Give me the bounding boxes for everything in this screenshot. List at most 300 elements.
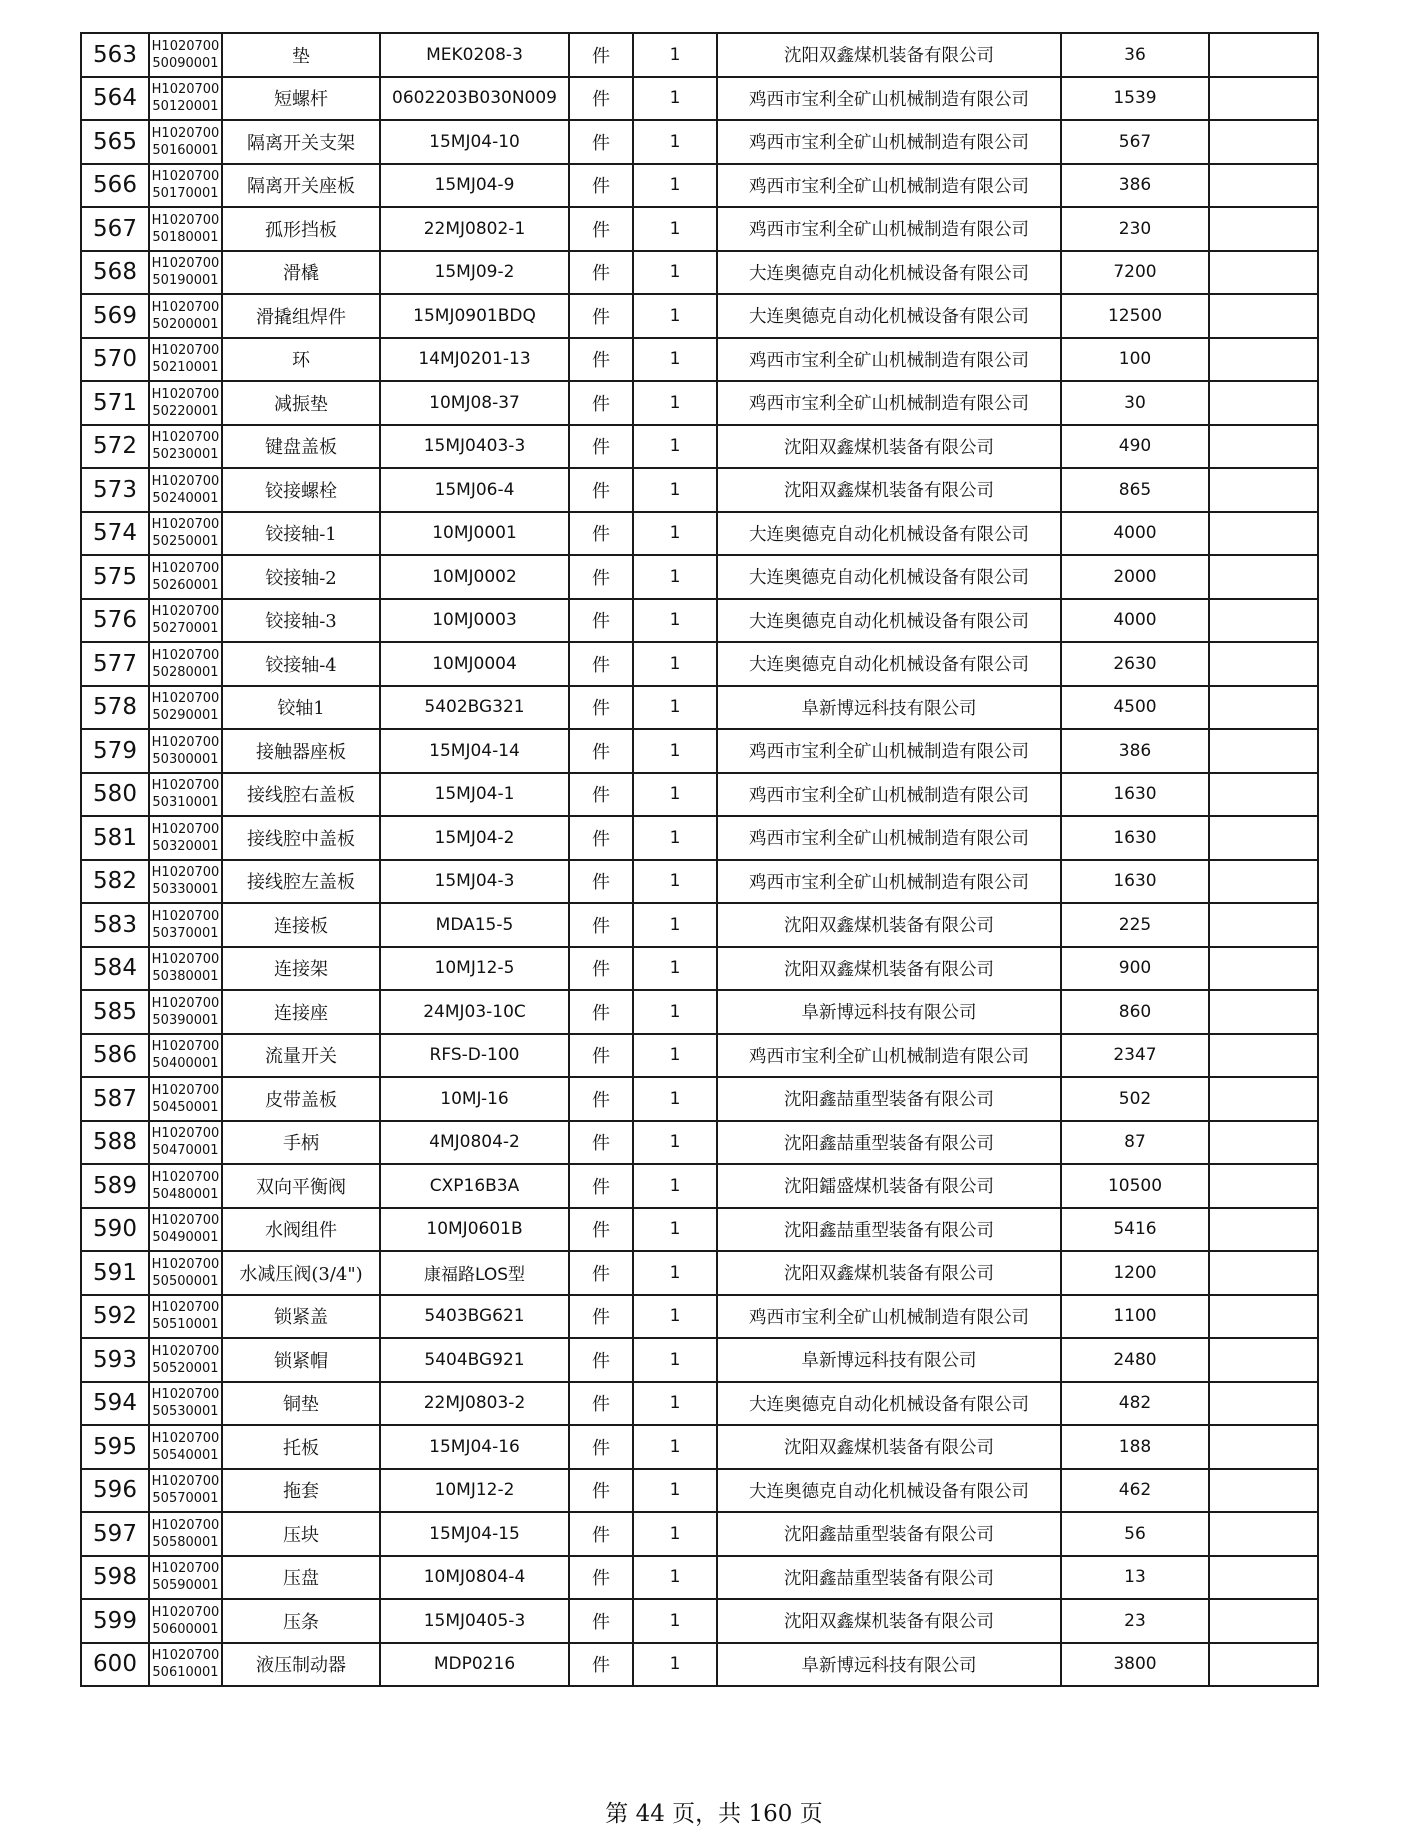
part-model-cell: 15MJ04-10 (380, 120, 569, 164)
part-model-cell: 15MJ04-1 (380, 773, 569, 817)
part-name-cell: 液压制动器 (222, 1643, 380, 1687)
material-code-line2: 50510001 (152, 1317, 219, 1333)
supplier-name-cell: 大连奥德克自动化机械设备有限公司 (717, 1469, 1061, 1513)
table-row (81, 1338, 1318, 1382)
part-name-cell: 垫 (222, 33, 380, 77)
quantity-cell: 1 (633, 294, 717, 338)
row-number-cell: 580 (81, 773, 149, 817)
part-name-cell: 隔离开关支架 (222, 120, 380, 164)
supplier-name-cell: 鸡西市宝利全矿山机械制造有限公司 (717, 773, 1061, 817)
table-row (81, 381, 1318, 425)
remark-cell (1209, 1295, 1318, 1339)
part-model-cell: 15MJ04-2 (380, 816, 569, 860)
supplier-name-cell: 沈阳双鑫煤机装备有限公司 (717, 1251, 1061, 1295)
part-name-cell: 连接板 (222, 903, 380, 947)
material-code-cell (149, 1251, 222, 1295)
part-name-cell: 接触器座板 (222, 729, 380, 773)
supplier-name-cell: 阜新博远科技有限公司 (717, 1338, 1061, 1382)
unit-cell: 件 (569, 1251, 633, 1295)
row-number-cell: 566 (81, 164, 149, 208)
row-number-cell: 565 (81, 120, 149, 164)
material-code-line2: 50500001 (152, 1273, 219, 1289)
unit-price-cell: 567 (1061, 120, 1209, 164)
material-code-line2: 50490001 (152, 1230, 219, 1246)
material-code-line2: 50480001 (152, 1186, 219, 1202)
unit-price-cell: 4500 (1061, 686, 1209, 730)
row-number-cell: 571 (81, 381, 149, 425)
supplier-name-cell: 大连奥德克自动化机械设备有限公司 (717, 251, 1061, 295)
row-number-cell: 598 (81, 1556, 149, 1600)
part-model-cell: MEK0208-3 (380, 33, 569, 77)
supplier-name-cell: 鸡西市宝利全矿山机械制造有限公司 (717, 207, 1061, 251)
part-name-cell: 铰轴1 (222, 686, 380, 730)
part-name-cell: 孤形挡板 (222, 207, 380, 251)
table-row (81, 686, 1318, 730)
remark-cell (1209, 338, 1318, 382)
unit-price-cell: 5416 (1061, 1208, 1209, 1252)
quantity-cell: 1 (633, 77, 717, 121)
remark-cell (1209, 1121, 1318, 1165)
table-row (81, 120, 1318, 164)
part-name-cell: 减振垫 (222, 381, 380, 425)
table-row (81, 990, 1318, 1034)
supplier-name-cell: 鸡西市宝利全矿山机械制造有限公司 (717, 729, 1061, 773)
material-code-line1: H1020700 (151, 430, 220, 446)
quantity-cell: 1 (633, 1599, 717, 1643)
quantity-cell: 1 (633, 599, 717, 643)
row-number-cell: 572 (81, 425, 149, 469)
material-code-line1: H1020700 (151, 212, 220, 228)
material-code-cell (149, 381, 222, 425)
part-model-cell: 15MJ04-14 (380, 729, 569, 773)
material-code-cell (149, 120, 222, 164)
part-name-cell: 接线腔中盖板 (222, 816, 380, 860)
material-code-cell (149, 773, 222, 817)
quantity-cell: 1 (633, 1338, 717, 1382)
row-number-cell: 568 (81, 251, 149, 295)
material-code-line1: H1020700 (151, 125, 220, 141)
quantity-cell: 1 (633, 860, 717, 904)
material-code-line1: H1020700 (151, 1387, 220, 1403)
material-code-line2: 50590001 (152, 1578, 219, 1594)
unit-cell: 件 (569, 903, 633, 947)
unit-cell: 件 (569, 1599, 633, 1643)
unit-cell: 件 (569, 1164, 633, 1208)
remark-cell (1209, 77, 1318, 121)
remark-cell (1209, 1425, 1318, 1469)
supplier-name-cell: 沈阳双鑫煤机装备有限公司 (717, 903, 1061, 947)
row-number-cell: 596 (81, 1469, 149, 1513)
material-code-cell (149, 1338, 222, 1382)
quantity-cell: 1 (633, 207, 717, 251)
part-name-cell: 压盘 (222, 1556, 380, 1600)
remark-cell (1209, 729, 1318, 773)
material-code-cell (149, 555, 222, 599)
material-code-cell (149, 512, 222, 556)
material-code-line1: H1020700 (151, 1474, 220, 1490)
unit-price-cell: 56 (1061, 1512, 1209, 1556)
table-row (81, 1251, 1318, 1295)
unit-cell: 件 (569, 599, 633, 643)
unit-price-cell: 1200 (1061, 1251, 1209, 1295)
part-model-cell: 5404BG921 (380, 1338, 569, 1382)
quantity-cell: 1 (633, 1034, 717, 1078)
table-row (81, 1556, 1318, 1600)
remark-cell (1209, 468, 1318, 512)
part-name-cell: 滑橇 (222, 251, 380, 295)
part-name-cell: 铰接轴-1 (222, 512, 380, 556)
supplier-name-cell: 沈阳鑫喆重型装备有限公司 (717, 1556, 1061, 1600)
table-row (81, 77, 1318, 121)
part-name-cell: 流量开关 (222, 1034, 380, 1078)
table-row (81, 338, 1318, 382)
part-model-cell: MDA15-5 (380, 903, 569, 947)
remark-cell (1209, 990, 1318, 1034)
row-number-cell: 588 (81, 1121, 149, 1165)
quantity-cell: 1 (633, 512, 717, 556)
material-code-line1: H1020700 (151, 1169, 220, 1185)
unit-price-cell: 1630 (1061, 860, 1209, 904)
unit-price-cell: 1100 (1061, 1295, 1209, 1339)
material-code-line2: 50270001 (152, 621, 219, 637)
unit-cell: 件 (569, 207, 633, 251)
supplier-name-cell: 沈阳双鑫煤机装备有限公司 (717, 1599, 1061, 1643)
table-row (81, 599, 1318, 643)
unit-cell: 件 (569, 642, 633, 686)
table-row (81, 294, 1318, 338)
unit-cell: 件 (569, 1469, 633, 1513)
material-code-line2: 50600001 (152, 1621, 219, 1637)
table-row (81, 947, 1318, 991)
supplier-name-cell: 鸡西市宝利全矿山机械制造有限公司 (717, 77, 1061, 121)
quantity-cell: 1 (633, 1295, 717, 1339)
unit-price-cell: 4000 (1061, 512, 1209, 556)
material-code-cell (149, 1208, 222, 1252)
material-code-line2: 50170001 (152, 186, 219, 202)
supplier-name-cell: 鸡西市宝利全矿山机械制造有限公司 (717, 338, 1061, 382)
quantity-cell: 1 (633, 947, 717, 991)
row-number-cell: 564 (81, 77, 149, 121)
row-number-cell: 597 (81, 1512, 149, 1556)
remark-cell (1209, 33, 1318, 77)
table-row (81, 1599, 1318, 1643)
supplier-name-cell: 鸡西市宝利全矿山机械制造有限公司 (717, 1034, 1061, 1078)
material-code-line1: H1020700 (151, 1517, 220, 1533)
unit-price-cell: 490 (1061, 425, 1209, 469)
material-code-line2: 50400001 (152, 1056, 219, 1072)
supplier-name-cell: 大连奥德克自动化机械设备有限公司 (717, 555, 1061, 599)
material-code-line1: H1020700 (151, 343, 220, 359)
material-code-cell (149, 207, 222, 251)
table-row (81, 425, 1318, 469)
unit-cell: 件 (569, 1295, 633, 1339)
unit-cell: 件 (569, 816, 633, 860)
unit-cell: 件 (569, 773, 633, 817)
row-number-cell: 587 (81, 1077, 149, 1121)
part-model-cell: 15MJ09-2 (380, 251, 569, 295)
row-number-cell: 579 (81, 729, 149, 773)
table-row (81, 1469, 1318, 1513)
part-model-cell: 康福路LOS型 (380, 1251, 569, 1295)
unit-price-cell: 386 (1061, 164, 1209, 208)
material-code-cell (149, 990, 222, 1034)
part-name-cell: 托板 (222, 1425, 380, 1469)
unit-cell: 件 (569, 425, 633, 469)
material-code-line2: 50280001 (152, 664, 219, 680)
supplier-name-cell: 大连奥德克自动化机械设备有限公司 (717, 512, 1061, 556)
material-code-line2: 50390001 (152, 1012, 219, 1028)
material-code-line1: H1020700 (151, 865, 220, 881)
row-number-cell: 570 (81, 338, 149, 382)
unit-price-cell: 225 (1061, 903, 1209, 947)
unit-price-cell: 1630 (1061, 773, 1209, 817)
table-row (81, 555, 1318, 599)
quantity-cell: 1 (633, 816, 717, 860)
quantity-cell: 1 (633, 729, 717, 773)
unit-price-cell: 230 (1061, 207, 1209, 251)
unit-price-cell: 87 (1061, 1121, 1209, 1165)
unit-cell: 件 (569, 1512, 633, 1556)
row-number-cell: 576 (81, 599, 149, 643)
part-model-cell: 4MJ0804-2 (380, 1121, 569, 1165)
supplier-name-cell: 沈阳双鑫煤机装备有限公司 (717, 947, 1061, 991)
unit-price-cell: 2630 (1061, 642, 1209, 686)
unit-cell: 件 (569, 860, 633, 904)
material-code-line1: H1020700 (151, 386, 220, 402)
part-name-cell: 滑撬组焊件 (222, 294, 380, 338)
quantity-cell: 1 (633, 773, 717, 817)
quantity-cell: 1 (633, 425, 717, 469)
part-name-cell: 环 (222, 338, 380, 382)
part-model-cell: 10MJ0003 (380, 599, 569, 643)
unit-cell: 件 (569, 164, 633, 208)
row-number-cell: 599 (81, 1599, 149, 1643)
material-code-line2: 50220001 (152, 403, 219, 419)
material-code-line1: H1020700 (151, 821, 220, 837)
material-code-line2: 50530001 (152, 1404, 219, 1420)
remark-cell (1209, 773, 1318, 817)
table-row (81, 860, 1318, 904)
row-number-cell: 573 (81, 468, 149, 512)
row-number-cell: 567 (81, 207, 149, 251)
material-code-line2: 50330001 (152, 882, 219, 898)
supplier-name-cell: 阜新博远科技有限公司 (717, 990, 1061, 1034)
unit-price-cell: 860 (1061, 990, 1209, 1034)
part-model-cell: 15MJ04-16 (380, 1425, 569, 1469)
part-name-cell: 水减压阀(3/4") (222, 1251, 380, 1295)
material-code-line2: 50610001 (152, 1665, 219, 1681)
supplier-name-cell: 鸡西市宝利全矿山机械制造有限公司 (717, 381, 1061, 425)
material-code-line2: 50160001 (152, 142, 219, 158)
table-row (81, 642, 1318, 686)
remark-cell (1209, 120, 1318, 164)
remark-cell (1209, 1469, 1318, 1513)
row-number-cell: 600 (81, 1643, 149, 1687)
table-row (81, 1121, 1318, 1165)
unit-price-cell: 2347 (1061, 1034, 1209, 1078)
remark-cell (1209, 1208, 1318, 1252)
unit-cell: 件 (569, 1382, 633, 1426)
quantity-cell: 1 (633, 1643, 717, 1687)
unit-cell: 件 (569, 1556, 633, 1600)
remark-cell (1209, 599, 1318, 643)
table-row (81, 1077, 1318, 1121)
part-model-cell: 10MJ12-2 (380, 1469, 569, 1513)
remark-cell (1209, 686, 1318, 730)
row-number-cell: 593 (81, 1338, 149, 1382)
quantity-cell: 1 (633, 120, 717, 164)
material-code-line2: 50090001 (152, 55, 219, 71)
remark-cell (1209, 1034, 1318, 1078)
part-name-cell: 压条 (222, 1599, 380, 1643)
material-code-line1: H1020700 (151, 473, 220, 489)
supplier-name-cell: 鸡西市宝利全矿山机械制造有限公司 (717, 1295, 1061, 1339)
material-code-cell (149, 1295, 222, 1339)
supplier-name-cell: 沈阳双鑫煤机装备有限公司 (717, 33, 1061, 77)
material-code-cell (149, 1599, 222, 1643)
quantity-cell: 1 (633, 33, 717, 77)
part-model-cell: 15MJ0405-3 (380, 1599, 569, 1643)
supplier-name-cell: 沈阳鑫喆重型装备有限公司 (717, 1512, 1061, 1556)
supplier-name-cell: 大连奥德克自动化机械设备有限公司 (717, 599, 1061, 643)
part-name-cell: 连接架 (222, 947, 380, 991)
supplier-name-cell: 鸡西市宝利全矿山机械制造有限公司 (717, 816, 1061, 860)
part-name-cell: 锁紧帽 (222, 1338, 380, 1382)
material-code-line2: 50320001 (152, 838, 219, 854)
part-model-cell: 22MJ0803-2 (380, 1382, 569, 1426)
material-code-cell (149, 1643, 222, 1687)
remark-cell (1209, 1599, 1318, 1643)
part-model-cell: 10MJ08-37 (380, 381, 569, 425)
unit-price-cell: 1539 (1061, 77, 1209, 121)
table-row (81, 512, 1318, 556)
material-code-cell (149, 599, 222, 643)
material-code-cell (149, 729, 222, 773)
quantity-cell: 1 (633, 468, 717, 512)
unit-price-cell: 188 (1061, 1425, 1209, 1469)
supplier-name-cell: 鸡西市宝利全矿山机械制造有限公司 (717, 860, 1061, 904)
remark-cell (1209, 1643, 1318, 1687)
unit-price-cell: 2480 (1061, 1338, 1209, 1382)
part-model-cell: 10MJ12-5 (380, 947, 569, 991)
supplier-name-cell: 大连奥德克自动化机械设备有限公司 (717, 294, 1061, 338)
material-code-line2: 50190001 (152, 273, 219, 289)
material-code-line2: 50290001 (152, 708, 219, 724)
material-code-cell (149, 33, 222, 77)
material-code-line1: H1020700 (151, 995, 220, 1011)
unit-price-cell: 386 (1061, 729, 1209, 773)
part-model-cell: MDP0216 (380, 1643, 569, 1687)
supplier-name-cell: 大连奥德克自动化机械设备有限公司 (717, 642, 1061, 686)
material-code-line1: H1020700 (151, 1126, 220, 1142)
unit-cell: 件 (569, 338, 633, 382)
material-code-cell (149, 1512, 222, 1556)
table-row (81, 1034, 1318, 1078)
page-footer: 第 44 页，共 160 页 (605, 1801, 823, 1827)
unit-cell: 件 (569, 468, 633, 512)
material-code-line2: 50120001 (152, 99, 219, 115)
table-row (81, 1208, 1318, 1252)
row-number-cell: 586 (81, 1034, 149, 1078)
unit-cell: 件 (569, 1425, 633, 1469)
material-code-cell (149, 1077, 222, 1121)
part-model-cell: 15MJ0403-3 (380, 425, 569, 469)
part-name-cell: 接线腔右盖板 (222, 773, 380, 817)
quantity-cell: 1 (633, 164, 717, 208)
unit-cell: 件 (569, 33, 633, 77)
material-code-line1: H1020700 (151, 1343, 220, 1359)
table-row (81, 468, 1318, 512)
table-row (81, 164, 1318, 208)
row-number-cell: 563 (81, 33, 149, 77)
unit-cell: 件 (569, 1034, 633, 1078)
material-code-cell (149, 1121, 222, 1165)
table-row (81, 207, 1318, 251)
table-row (81, 729, 1318, 773)
remark-cell (1209, 642, 1318, 686)
remark-cell (1209, 1382, 1318, 1426)
remark-cell (1209, 903, 1318, 947)
quantity-cell: 1 (633, 990, 717, 1034)
unit-cell: 件 (569, 729, 633, 773)
part-name-cell: 双向平衡阀 (222, 1164, 380, 1208)
material-code-line2: 50230001 (152, 447, 219, 463)
material-code-line1: H1020700 (151, 1213, 220, 1229)
remark-cell (1209, 207, 1318, 251)
table-row (81, 33, 1318, 77)
quantity-cell: 1 (633, 381, 717, 425)
table-row (81, 816, 1318, 860)
part-model-cell: 10MJ0804-4 (380, 1556, 569, 1600)
material-code-cell (149, 860, 222, 904)
quantity-cell: 1 (633, 1164, 717, 1208)
unit-price-cell: 3800 (1061, 1643, 1209, 1687)
material-code-cell (149, 903, 222, 947)
row-number-cell: 575 (81, 555, 149, 599)
material-code-cell (149, 468, 222, 512)
remark-cell (1209, 860, 1318, 904)
material-code-line2: 50180001 (152, 229, 219, 245)
material-code-cell (149, 164, 222, 208)
material-code-line2: 50540001 (152, 1447, 219, 1463)
material-code-line1: H1020700 (151, 1648, 220, 1664)
material-code-line2: 50210001 (152, 360, 219, 376)
supplier-name-cell: 沈阳鑫喆重型装备有限公司 (717, 1208, 1061, 1252)
part-model-cell: 10MJ0601B (380, 1208, 569, 1252)
remark-cell (1209, 1164, 1318, 1208)
unit-price-cell: 2000 (1061, 555, 1209, 599)
part-model-cell: 15MJ0901BDQ (380, 294, 569, 338)
unit-price-cell: 502 (1061, 1077, 1209, 1121)
unit-price-cell: 13 (1061, 1556, 1209, 1600)
material-code-line2: 50520001 (152, 1360, 219, 1376)
row-number-cell: 585 (81, 990, 149, 1034)
unit-price-cell: 30 (1061, 381, 1209, 425)
supplier-name-cell: 鸡西市宝利全矿山机械制造有限公司 (717, 164, 1061, 208)
row-number-cell: 584 (81, 947, 149, 991)
row-number-cell: 595 (81, 1425, 149, 1469)
material-code-line1: H1020700 (151, 1082, 220, 1098)
material-code-line1: H1020700 (151, 1604, 220, 1620)
material-code-line1: H1020700 (151, 169, 220, 185)
material-code-line1: H1020700 (151, 691, 220, 707)
unit-price-cell: 865 (1061, 468, 1209, 512)
unit-cell: 件 (569, 686, 633, 730)
part-name-cell: 键盘盖板 (222, 425, 380, 469)
quantity-cell: 1 (633, 1077, 717, 1121)
material-code-line2: 50240001 (152, 490, 219, 506)
row-number-cell: 574 (81, 512, 149, 556)
